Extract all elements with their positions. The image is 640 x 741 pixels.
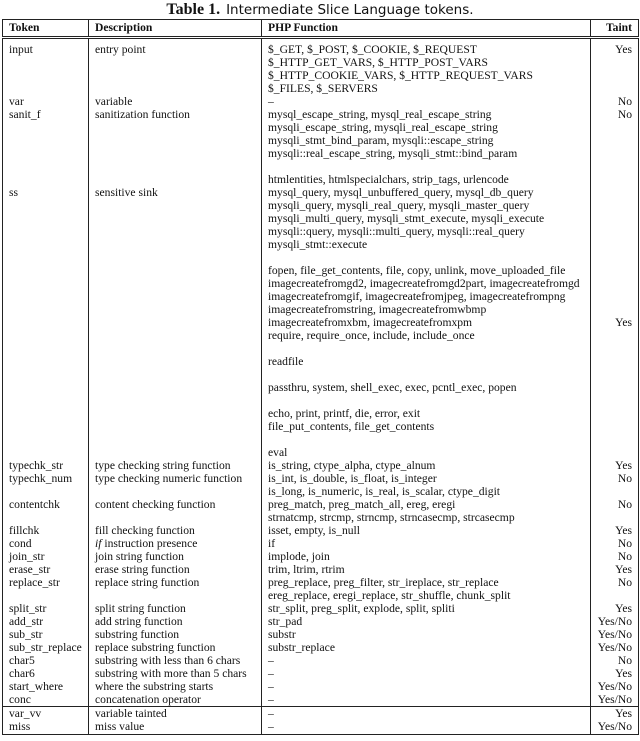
taint-cell: Yes xyxy=(591,186,639,459)
php-function-line xyxy=(268,342,584,355)
taint-cell: No xyxy=(591,108,639,186)
php-function-cell xyxy=(262,654,591,667)
php-function-cell xyxy=(262,720,591,735)
table-row xyxy=(3,472,639,498)
php-function-line xyxy=(268,433,584,446)
php-function-line: strnatcmp, strcmp, strncmp, strncasecmp, strcasecmp xyxy=(268,511,515,524)
taint-cell: Yes/No xyxy=(591,720,639,735)
table-row xyxy=(3,537,639,550)
description-cell xyxy=(89,641,262,654)
taint-cell: Yes/No xyxy=(591,641,639,654)
php-function-cell xyxy=(262,641,591,654)
taint-cell: Yes/No xyxy=(591,680,639,693)
php-function-line xyxy=(268,394,584,407)
php-function-line: implode, join xyxy=(268,550,330,563)
table-row xyxy=(3,615,639,628)
table-row xyxy=(3,459,639,472)
php-function-line: mysqli_query, mysqli_real_query, mysqli_master_query xyxy=(268,199,530,212)
taint-cell: Yes/No xyxy=(591,615,639,628)
php-function-line: if xyxy=(268,537,276,550)
description-text: split string function xyxy=(95,602,186,615)
description-text: sanitization function xyxy=(95,108,190,121)
token-cell: sanit_f xyxy=(3,108,89,186)
header-taint: Taint xyxy=(591,20,639,38)
php-function-line: imagecreatefromxbm, imagecreatefromxpm xyxy=(268,316,473,329)
taint-cell: Yes/No xyxy=(591,693,639,707)
table-row xyxy=(3,693,639,707)
taint-cell: No xyxy=(591,537,639,550)
caption-text: Intermediate Slice Language tokens. xyxy=(226,2,474,18)
php-function-line xyxy=(268,368,584,381)
php-function-line: file_put_contents, file_get_contents xyxy=(268,420,435,433)
description-text: erase string function xyxy=(95,563,190,576)
php-function-cell xyxy=(262,667,591,680)
php-function-cell xyxy=(262,498,591,524)
table-row xyxy=(3,498,639,524)
php-function-cell xyxy=(262,628,591,641)
php-function-line: mysql_escape_string, mysql_real_escape_string xyxy=(268,108,492,121)
description-text: sensitive sink xyxy=(95,186,158,199)
php-function-cell xyxy=(262,95,591,108)
description-text: fill checking function xyxy=(95,524,195,537)
description-cell xyxy=(89,459,262,472)
php-function-line: mysqli::query, mysqli::multi_query, mysqli::real_query xyxy=(268,225,525,238)
token-cell: ss xyxy=(3,186,89,459)
php-function-line: preg_replace, preg_filter, str_ireplace, str_replace xyxy=(268,576,499,589)
description-cell xyxy=(89,615,262,628)
description-cell xyxy=(89,537,262,550)
php-function-cell xyxy=(262,186,591,459)
php-function-cell xyxy=(262,108,591,186)
table-row xyxy=(3,576,639,602)
table-row xyxy=(3,720,639,735)
token-cell: cond xyxy=(3,537,89,550)
php-function-line: $_FILES, $_SERVERS xyxy=(268,82,378,95)
php-function-line: require, require_once, include, include_once xyxy=(268,329,475,342)
taint-cell: Yes xyxy=(591,459,639,472)
php-function-line: preg_match, preg_match_all, ereg, eregi xyxy=(268,498,456,511)
taint-cell: Yes xyxy=(591,563,639,576)
token-cell: split_str xyxy=(3,602,89,615)
php-function-line: imagecreatefromstring, imagecreatefromwbmp xyxy=(268,303,487,316)
description-cell xyxy=(89,563,262,576)
description-cell xyxy=(89,654,262,667)
php-function-cell xyxy=(262,459,591,472)
description-text: entry point xyxy=(95,43,146,56)
token-cell: var xyxy=(3,95,89,108)
table-row xyxy=(3,602,639,615)
php-function-line: str_split, preg_split, explode, split, spliti xyxy=(268,602,455,615)
description-cell xyxy=(89,707,262,721)
token-cell: start_where xyxy=(3,680,89,693)
taint-cell: Yes xyxy=(591,602,639,615)
php-function-cell xyxy=(262,680,591,693)
php-function-line: – xyxy=(268,667,274,680)
php-function-line: $_HTTP_COOKIE_VARS, $_HTTP_REQUEST_VARS xyxy=(268,69,533,82)
taint-cell: Yes/No xyxy=(591,628,639,641)
taint-cell: No xyxy=(591,472,639,498)
token-cell: sub_str_replace xyxy=(3,641,89,654)
php-function-line xyxy=(268,251,584,264)
description-cell xyxy=(89,550,262,563)
token-cell: input xyxy=(3,38,89,96)
php-function-line: – xyxy=(268,654,274,667)
description-text: substring function xyxy=(95,628,180,641)
description-text: miss value xyxy=(95,720,145,733)
table-row xyxy=(3,628,639,641)
table-row xyxy=(3,680,639,693)
php-function-cell xyxy=(262,563,591,576)
php-function-cell xyxy=(262,693,591,707)
header-description: Description xyxy=(89,20,262,38)
php-function-line: isset, empty, is_null xyxy=(268,524,360,537)
php-function-line: mysql_query, mysql_unbuffered_query, mysql_db_query xyxy=(268,186,534,199)
php-function-line: ereg_replace, eregi_replace, str_shuffle, chunk_split xyxy=(268,589,511,602)
php-function-cell xyxy=(262,537,591,550)
token-cell: miss xyxy=(3,720,89,735)
php-function-cell xyxy=(262,524,591,537)
php-function-line: – xyxy=(268,707,274,720)
description-cell xyxy=(89,602,262,615)
php-function-cell xyxy=(262,615,591,628)
php-function-line: eval xyxy=(268,446,288,459)
token-cell: contentchk xyxy=(3,498,89,524)
header-row xyxy=(3,20,639,38)
table-row xyxy=(3,38,639,96)
php-function-line: passthru, system, shell_exec, exec, pcntl_exec, popen xyxy=(268,381,517,394)
php-function-line: mysqli_stmt::execute xyxy=(268,238,368,251)
php-function-line: – xyxy=(268,95,274,108)
description-text: content checking function xyxy=(95,498,216,511)
php-function-line: – xyxy=(268,680,274,693)
php-function-line: is_string, ctype_alpha, ctype_alnum xyxy=(268,459,436,472)
table-row xyxy=(3,550,639,563)
description-cell xyxy=(89,186,262,459)
token-cell: char5 xyxy=(3,654,89,667)
taint-cell: No xyxy=(591,550,639,563)
php-function-line: is_long, is_numeric, is_real, is_scalar, ctype_digit xyxy=(268,485,501,498)
token-cell: join_str xyxy=(3,550,89,563)
table-caption xyxy=(0,0,640,19)
description-text: instruction presence xyxy=(101,537,198,550)
caption-label: Table 1. xyxy=(166,1,221,18)
description-cell xyxy=(89,576,262,602)
php-function-line: substr_replace xyxy=(268,641,335,654)
php-function-line: readfile xyxy=(268,355,304,368)
token-cell: char6 xyxy=(3,667,89,680)
php-function-line: imagecreatefromgd2, imagecreatefromgd2part, imagecreatefromgd xyxy=(268,277,580,290)
token-cell: var_vv xyxy=(3,707,89,721)
php-function-line: mysqli_stmt_bind_param, mysqli::escape_string xyxy=(268,134,494,147)
table-row xyxy=(3,95,639,108)
description-cell xyxy=(89,95,262,108)
description-text: variable tainted xyxy=(95,707,167,720)
description-text: substring with less than 6 chars xyxy=(95,654,241,667)
table-row xyxy=(3,186,639,459)
php-function-line xyxy=(268,160,584,173)
php-function-line: – xyxy=(268,693,274,706)
php-function-cell xyxy=(262,576,591,602)
token-cell: typechk_num xyxy=(3,472,89,498)
php-function-line: substr xyxy=(268,628,296,641)
php-function-cell xyxy=(262,38,591,96)
description-cell xyxy=(89,498,262,524)
taint-cell: No xyxy=(591,576,639,602)
description-cell xyxy=(89,667,262,680)
php-function-cell xyxy=(262,550,591,563)
token-cell: fillchk xyxy=(3,524,89,537)
description-emphasis: if xyxy=(95,537,102,550)
description-cell xyxy=(89,472,262,498)
php-function-cell xyxy=(262,602,591,615)
taint-cell: Yes xyxy=(591,524,639,537)
php-function-line: is_int, is_double, is_float, is_integer xyxy=(268,472,437,485)
taint-cell: No xyxy=(591,654,639,667)
description-cell xyxy=(89,693,262,707)
table-row xyxy=(3,654,639,667)
description-cell xyxy=(89,108,262,186)
description-text: add string function xyxy=(95,615,183,628)
description-cell xyxy=(89,680,262,693)
header-token: Token xyxy=(3,20,89,38)
table-row xyxy=(3,108,639,186)
token-cell: add_str xyxy=(3,615,89,628)
php-function-line: $_GET, $_POST, $_COOKIE, $_REQUEST xyxy=(268,43,477,56)
table-row xyxy=(3,524,639,537)
php-function-line: echo, print, printf, die, error, exit xyxy=(268,407,421,420)
description-text: type checking numeric function xyxy=(95,472,243,485)
tokens-table xyxy=(2,19,639,735)
description-cell xyxy=(89,524,262,537)
taint-cell: Yes xyxy=(591,667,639,680)
php-function-line: $_HTTP_GET_VARS, $_HTTP_POST_VARS xyxy=(268,56,488,69)
table-row xyxy=(3,667,639,680)
token-cell: replace_str xyxy=(3,576,89,602)
php-function-line: fopen, file_get_contents, file, copy, unlink, move_uploaded_file xyxy=(268,264,566,277)
php-function-line: trim, ltrim, rtrim xyxy=(268,563,345,576)
description-cell xyxy=(89,628,262,641)
table-body xyxy=(3,38,639,735)
php-function-line: mysqli_escape_string, mysqli_real_escape_string xyxy=(268,121,498,134)
description-text: substring with more than 5 chars xyxy=(95,667,247,680)
table-row xyxy=(3,641,639,654)
token-cell: conc xyxy=(3,693,89,707)
taint-cell: Yes xyxy=(591,707,639,721)
token-cell: sub_str xyxy=(3,628,89,641)
taint-cell: Yes xyxy=(591,38,639,96)
table-row xyxy=(3,707,639,721)
php-function-line: – xyxy=(268,720,274,733)
token-cell: typechk_str xyxy=(3,459,89,472)
taint-cell: No xyxy=(591,498,639,524)
description-cell xyxy=(89,720,262,735)
table-row xyxy=(3,563,639,576)
description-text: where the substring starts xyxy=(95,680,214,693)
php-function-line: htmlentities, htmlspecialchars, strip_tags, urlencode xyxy=(268,173,509,186)
description-cell xyxy=(89,38,262,96)
description-text: variable xyxy=(95,95,133,108)
description-text: join string function xyxy=(95,550,184,563)
token-cell: erase_str xyxy=(3,563,89,576)
php-function-line: str_pad xyxy=(268,615,303,628)
description-text: concatenation operator xyxy=(95,693,201,706)
description-text: replace substring function xyxy=(95,641,216,654)
php-function-cell xyxy=(262,472,591,498)
php-function-line: imagecreatefromgif, imagecreatefromjpeg, imagecreatefrompng xyxy=(268,290,566,303)
php-function-line: mysqli_multi_query, mysqli_stmt_execute, mysqli_execute xyxy=(268,212,545,225)
php-function-line: mysqli::real_escape_string, mysqli_stmt::bind_param xyxy=(268,147,518,160)
description-text: type checking string function xyxy=(95,459,231,472)
header-php-function: PHP Function xyxy=(262,20,591,38)
php-function-cell xyxy=(262,707,591,721)
description-text: replace string function xyxy=(95,576,200,589)
taint-cell: No xyxy=(591,95,639,108)
